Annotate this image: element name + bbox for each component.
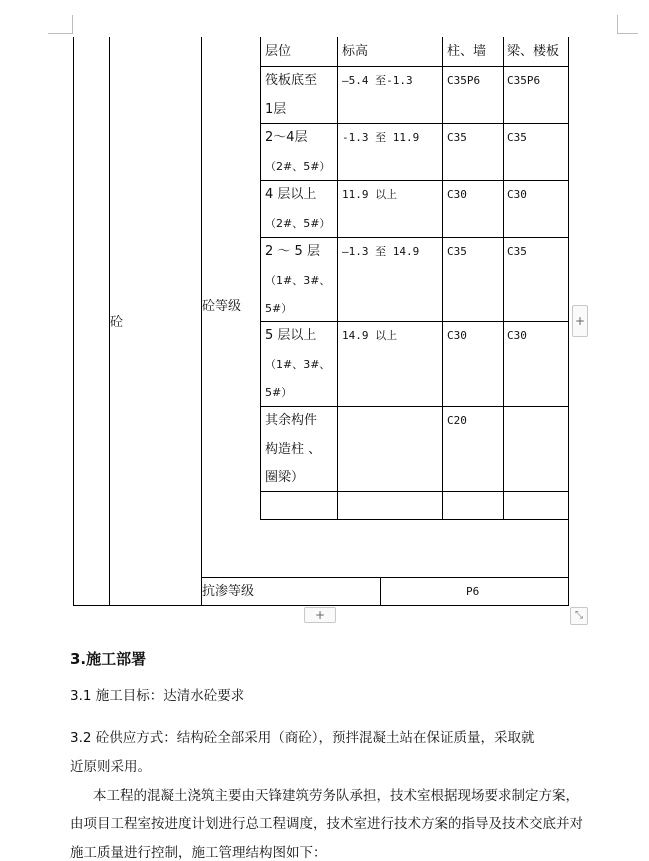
cell-line: （1#、3#、 <box>265 273 331 287</box>
cell-line: （2#、5#） <box>265 159 331 173</box>
table-cell: C35 <box>447 131 467 144</box>
cell-line: 圈梁） <box>265 470 305 485</box>
cell-line: 其余构件 <box>265 413 318 428</box>
paragraph: 3.1 施工目标：达清水砼要求 <box>70 688 245 704</box>
table-cell: C35 <box>447 245 467 258</box>
cell-line: 筏板底至 <box>265 73 318 88</box>
table-cell: —5.4 至-1.3 <box>342 74 413 87</box>
table-cell: 11.9 以上 <box>342 188 398 201</box>
table-cell <box>265 322 330 408</box>
table-resize-handle[interactable]: ⤡ <box>570 607 588 625</box>
table-cell: —1.3 至 14.9 <box>342 245 420 258</box>
cell-line: 4 层以上 <box>265 187 317 202</box>
table-cell: C35 <box>507 131 527 144</box>
table-cell: C20 <box>447 414 467 427</box>
paragraph: 近原则采用。 <box>70 759 151 775</box>
table-border <box>503 37 504 520</box>
add-column-button[interactable]: + <box>304 607 336 623</box>
table-border <box>73 37 74 606</box>
cell-line: 2 ～ 5 层 <box>265 244 320 259</box>
table-cell: C35P6 <box>447 74 481 87</box>
add-row-button[interactable]: + <box>572 305 588 337</box>
table-cell <box>265 124 330 181</box>
grade-label-cell: 砼等级 <box>202 299 242 314</box>
table-border <box>73 605 569 606</box>
paragraph: 施工质量进行控制，施工管理结构图如下： <box>70 845 327 861</box>
header-cell: 标高 <box>342 44 369 59</box>
paragraph: 本工程的混凝土浇筑主要由天锋建筑劳务队承担，技术室根据现场要求制定方案， <box>93 788 579 804</box>
page-corner-mark <box>617 15 638 34</box>
table-border <box>260 37 261 520</box>
page-corner-mark <box>48 15 73 34</box>
cell-line: 5#） <box>265 386 293 399</box>
section-heading: 3.施工部署 <box>70 650 147 668</box>
anti-seep-value-cell: P6 <box>466 585 480 598</box>
cell-line: 5#） <box>265 302 293 315</box>
paragraph: 3.2 砼供应方式：结构砼全部采用（商砼），预拌混凝土站在保证质量，采取就 <box>70 730 535 746</box>
table-cell: C30 <box>507 188 527 201</box>
outer-label-cell: 砼 <box>110 315 124 330</box>
table-cell <box>265 181 330 238</box>
table-cell: C30 <box>447 329 467 342</box>
table-border <box>380 577 381 606</box>
anti-seep-label-cell: 抗渗等级 <box>202 584 255 599</box>
header-cell: 梁、楼板 <box>507 44 560 59</box>
paragraph: 由项目工程室按进度计划进行总工程调度，技术室进行技术方案的指导及技术交底并对 <box>70 816 583 832</box>
table-cell <box>265 67 317 124</box>
cell-line: 1层 <box>265 101 287 117</box>
table-cell <box>265 238 330 324</box>
table-border <box>201 577 569 578</box>
table-cell: -1.3 至 11.9 <box>342 131 420 144</box>
cell-line: 5 层以上 <box>265 328 317 343</box>
cell-line: （2#、5#） <box>265 216 331 230</box>
cell-line: （1#、3#、 <box>265 357 331 371</box>
table-cell: C35 <box>507 245 527 258</box>
table-border <box>337 37 338 520</box>
cell-line: 构造柱 、 <box>265 441 322 457</box>
cell-line: 2～4层 <box>265 130 308 145</box>
table-border <box>260 519 569 520</box>
table-border <box>201 37 202 606</box>
table-cell: C30 <box>507 329 527 342</box>
header-cell: 柱、墙 <box>447 44 487 59</box>
table-cell: 14.9 以上 <box>342 329 398 342</box>
table-border <box>442 37 443 520</box>
table-cell: C30 <box>447 188 467 201</box>
table-cell: C35P6 <box>507 74 541 87</box>
header-cell: 层位 <box>265 44 292 59</box>
table-cell <box>265 407 321 493</box>
